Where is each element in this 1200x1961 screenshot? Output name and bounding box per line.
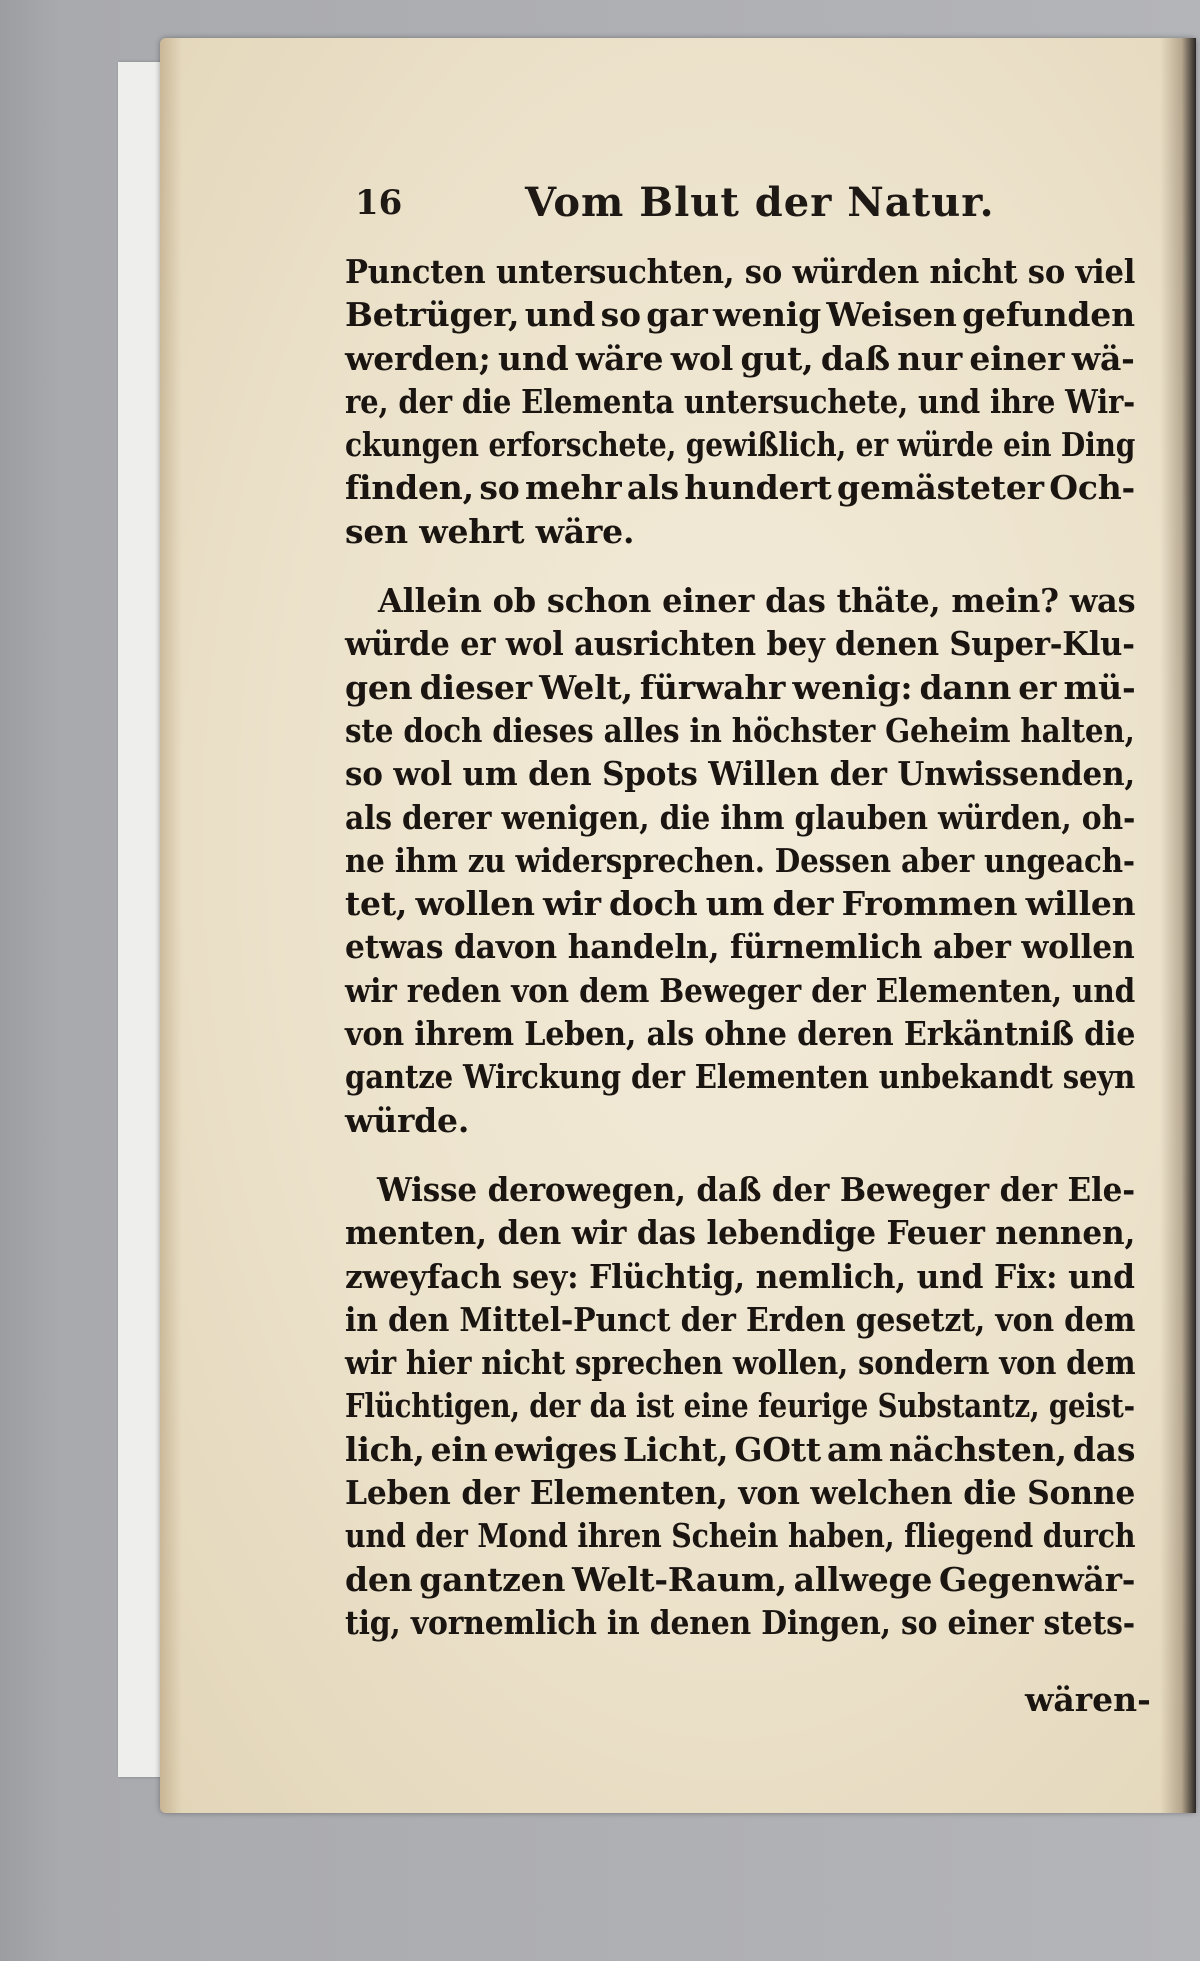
text-line: werden; und wäre wol gut, daß nur einer wä- xyxy=(345,338,1135,378)
page-header xyxy=(345,175,1135,235)
text-line: in den Mittel-Punct der Erden gesetzt, von dem xyxy=(345,1299,1136,1339)
text-line: Betrüger, und so gar wenig Weisen gefunden xyxy=(345,295,1135,335)
running-title: Vom Blut der Natur. xyxy=(525,179,995,226)
text-line: zweyfach sey: Flüchtig, nemlich, und Fix: und xyxy=(345,1256,1135,1296)
paragraph-1 xyxy=(345,250,1135,553)
text-line: so wol um den Spots Willen der Unwissenden, xyxy=(345,754,1136,794)
text-line: ne ihm zu widersprechen. Dessen aber ungeach- xyxy=(345,840,1135,880)
text-line: von ihrem Leben, als ohne deren Erkäntniß die xyxy=(345,1014,1136,1054)
text-line: re, der die Elementa untersuchete, und ihre Wir- xyxy=(345,381,1136,421)
body-text xyxy=(345,250,1135,1644)
text-line: wir reden von dem Beweger der Elementen, und xyxy=(345,970,1136,1010)
text-line: lich, ein ewiges Licht, GOtt am nächsten, das xyxy=(345,1429,1136,1469)
paragraph-2 xyxy=(345,579,1135,1142)
page-number: 16 xyxy=(355,183,403,223)
text-line: tet, wollen wir doch um der Frommen willen xyxy=(345,884,1136,924)
catchword: wären- xyxy=(1025,1680,1151,1719)
text-line: Leben der Elementen, von welchen die Sonne xyxy=(345,1473,1136,1513)
text-line: ste doch dieses alles in höchster Geheim halten, xyxy=(345,710,1135,750)
text-line: Wisse derowegen, daß der Beweger der Ele- xyxy=(377,1169,1135,1209)
text-line: und der Mond ihren Schein haben, fliegend durch xyxy=(345,1516,1136,1556)
page-gutter xyxy=(1160,38,1196,1813)
text-line: sen wehrt wäre. xyxy=(345,511,635,551)
text-line: tig, vornemlich in denen Dingen, so einer stets- xyxy=(345,1602,1135,1642)
text-line: menten, den wir das lebendige Feuer nennen, xyxy=(345,1213,1136,1253)
text-line: wir hier nicht sprechen wollen, sondern von dem xyxy=(345,1343,1136,1383)
text-line: etwas davon handeln, fürnemlich aber wollen xyxy=(345,927,1135,967)
text-line: den gantzen Welt-Raum, allwege Gegenwär- xyxy=(345,1559,1136,1599)
text-line: Puncten untersuchten, so würden nicht so viel xyxy=(345,252,1136,291)
text-line: gantze Wirckung der Elementen unbekandt seyn xyxy=(345,1057,1136,1097)
text-line: würde. xyxy=(345,1100,470,1140)
text-line: ckungen erforschete, gewißlich, er würde ein Ding xyxy=(345,425,1136,465)
text-line: finden, so mehr als hundert gemästeter Och- xyxy=(345,468,1136,508)
text-line: würde er wol ausrichten bey denen Super-Klu- xyxy=(345,624,1135,664)
text-line: gen dieser Welt, fürwahr wenig: dann er mü- xyxy=(345,667,1136,707)
text-line: Flüchtigen, der da ist eine feurige Substantz, geist- xyxy=(345,1386,1135,1426)
text-line: Allein ob schon einer das thäte, mein? was xyxy=(377,581,1136,621)
text-line: als derer wenigen, die ihm glauben würden, oh- xyxy=(345,797,1136,837)
paragraph-3 xyxy=(345,1168,1135,1644)
